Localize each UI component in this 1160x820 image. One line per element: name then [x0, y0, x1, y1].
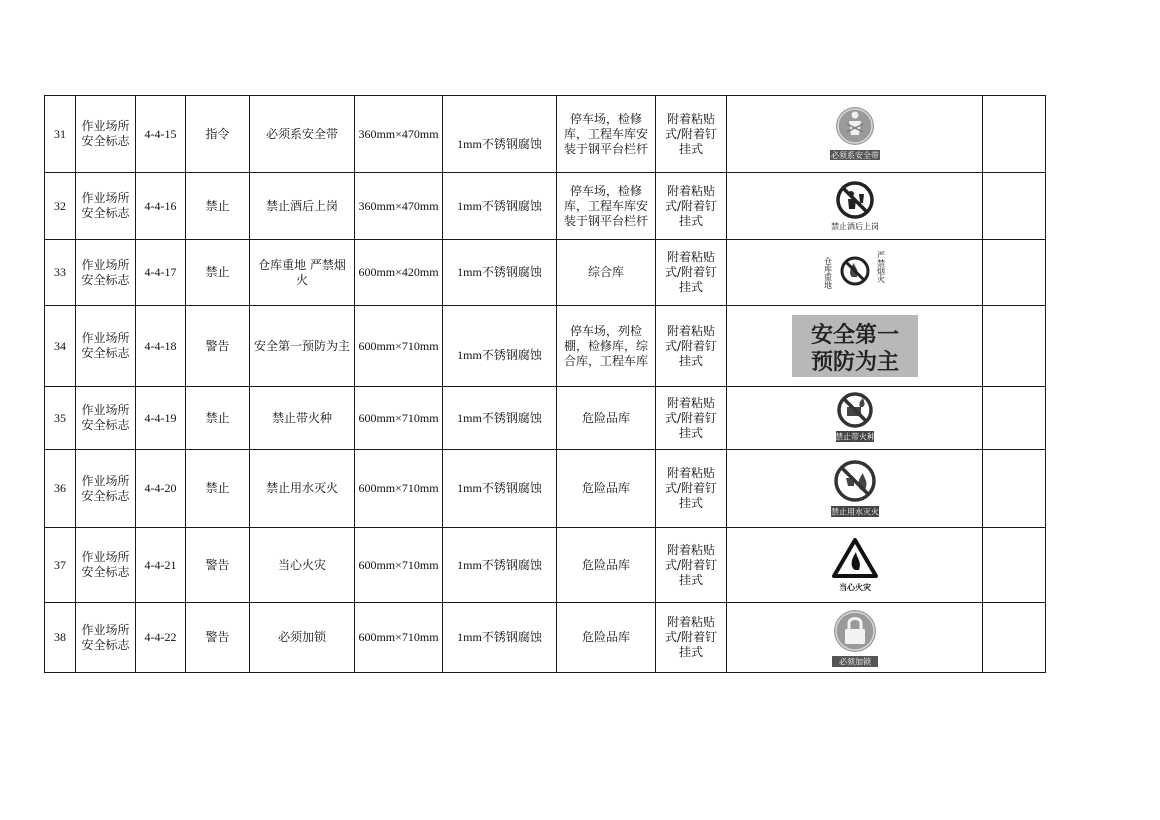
sign-image-cell	[727, 387, 983, 450]
remark-cell	[983, 240, 1046, 306]
table-row	[45, 387, 1046, 450]
sign-size: 600mm×420mm	[355, 240, 443, 306]
sign-image-cell	[727, 306, 983, 387]
sign-size: 600mm×710mm	[355, 528, 443, 603]
row-number: 38	[45, 603, 76, 673]
sign-kind: 禁止	[186, 240, 250, 306]
banner-line-2: 预防为主	[810, 350, 899, 375]
table-row	[45, 240, 1046, 306]
row-number: 32	[45, 173, 76, 240]
sign-size: 600mm×710mm	[355, 603, 443, 673]
sign-kind: 禁止	[186, 450, 250, 528]
sign-size: 360mm×470mm	[355, 96, 443, 173]
sign-right-text: 严禁烟火	[876, 250, 885, 283]
sign-code: 4-4-18	[136, 306, 186, 387]
mandatory-safety-belt-icon	[820, 102, 890, 166]
sign-material: 1mm不锈钢腐蚀	[443, 240, 557, 306]
table-row	[45, 528, 1046, 603]
sign-image-cell	[727, 96, 983, 173]
sign-material: 1mm不锈钢腐蚀	[443, 173, 557, 240]
sign-name: 禁止带火种	[250, 387, 355, 450]
sign-caption: 禁止带火种	[834, 432, 875, 442]
sign-category: 作业场所安全标志	[76, 240, 136, 306]
sign-image-cell	[727, 528, 983, 603]
no-drinking-on-duty-icon	[820, 176, 890, 236]
mandatory-lock-icon	[820, 605, 890, 671]
sign-name: 禁止酒后上岗	[250, 173, 355, 240]
sign-material: 1mm不锈钢腐蚀	[443, 603, 557, 673]
remark-cell	[983, 450, 1046, 528]
install-location: 危险品库	[557, 450, 656, 528]
sign-left-text: 仓库重地	[823, 256, 832, 289]
install-location: 综合库	[557, 240, 656, 306]
sign-material: 1mm不锈钢腐蚀	[443, 387, 557, 450]
sign-size: 600mm×710mm	[355, 387, 443, 450]
remark-cell	[983, 603, 1046, 673]
row-number: 35	[45, 387, 76, 450]
safety-first-banner	[790, 313, 920, 379]
sign-caption: 禁止用水灭火	[830, 507, 879, 516]
sign-material: 1mm不锈钢腐蚀	[443, 96, 557, 173]
sign-name: 当心火灾	[250, 528, 355, 603]
sign-kind: 指令	[186, 96, 250, 173]
sign-kind: 警告	[186, 306, 250, 387]
table-row	[45, 603, 1046, 673]
remark-cell	[983, 306, 1046, 387]
sign-category: 作业场所安全标志	[76, 528, 136, 603]
sign-caption: 当心火灾	[838, 583, 871, 592]
caution-fire-icon	[820, 534, 890, 596]
sign-kind: 禁止	[186, 387, 250, 450]
table-row	[45, 96, 1046, 173]
sign-code: 4-4-22	[136, 603, 186, 673]
remark-cell	[983, 173, 1046, 240]
remark-cell	[983, 387, 1046, 450]
install-location: 停车场，列检棚，检修库，综合库，工程车库	[557, 306, 656, 387]
no-water-extinguish-icon	[820, 456, 890, 522]
sign-code: 4-4-17	[136, 240, 186, 306]
sign-name: 仓库重地 严禁烟火	[250, 240, 355, 306]
sign-code: 4-4-15	[136, 96, 186, 173]
sign-size: 360mm×470mm	[355, 173, 443, 240]
sign-code: 4-4-20	[136, 450, 186, 528]
sign-code: 4-4-21	[136, 528, 186, 603]
sign-size: 600mm×710mm	[355, 450, 443, 528]
install-method: 附着粘贴式/附着钉挂式	[656, 240, 727, 306]
row-number: 31	[45, 96, 76, 173]
remark-cell	[983, 96, 1046, 173]
install-location: 停车场，检修库，工程车库安装于钢平台栏杆	[557, 96, 656, 173]
sign-kind: 警告	[186, 603, 250, 673]
sign-kind: 警告	[186, 528, 250, 603]
sign-name: 禁止用水灭火	[250, 450, 355, 528]
table-row	[45, 306, 1046, 387]
sign-image-cell	[727, 173, 983, 240]
install-location: 危险品库	[557, 528, 656, 603]
sign-category: 作业场所安全标志	[76, 96, 136, 173]
install-method: 附着粘贴式/附着钉挂式	[656, 450, 727, 528]
sign-name: 安全第一预防为主	[250, 306, 355, 387]
row-number: 36	[45, 450, 76, 528]
sign-category: 作业场所安全标志	[76, 603, 136, 673]
sign-category: 作业场所安全标志	[76, 306, 136, 387]
sign-code: 4-4-16	[136, 173, 186, 240]
sign-category: 作业场所安全标志	[76, 450, 136, 528]
banner-line-1: 安全第一	[810, 323, 899, 348]
sign-material: 1mm不锈钢腐蚀	[443, 450, 557, 528]
install-method: 附着粘贴式/附着钉挂式	[656, 306, 727, 387]
row-number: 37	[45, 528, 76, 603]
sign-name: 必须加锁	[250, 603, 355, 673]
no-kindling-icon	[820, 389, 890, 447]
no-fire-warehouse-icon	[810, 245, 900, 301]
sign-caption: 必须加锁	[838, 657, 871, 666]
sign-size: 600mm×710mm	[355, 306, 443, 387]
sign-image-cell	[727, 240, 983, 306]
sign-material: 1mm不锈钢腐蚀	[443, 528, 557, 603]
install-method: 附着粘贴式/附着钉挂式	[656, 528, 727, 603]
install-location: 危险品库	[557, 387, 656, 450]
install-method: 附着粘贴式/附着钉挂式	[656, 173, 727, 240]
sign-kind: 禁止	[186, 173, 250, 240]
remark-cell	[983, 528, 1046, 603]
sign-image-cell	[727, 603, 983, 673]
row-number: 33	[45, 240, 76, 306]
sign-name: 必须系安全带	[250, 96, 355, 173]
sign-category: 作业场所安全标志	[76, 173, 136, 240]
sign-image-cell	[727, 450, 983, 528]
sign-material: 1mm不锈钢腐蚀	[443, 306, 557, 387]
safety-sign-table	[44, 95, 1046, 673]
sign-caption: 禁止酒后上岗	[830, 222, 879, 231]
row-number: 34	[45, 306, 76, 387]
install-method: 附着粘贴式/附着钉挂式	[656, 96, 727, 173]
sign-category: 作业场所安全标志	[76, 387, 136, 450]
install-method: 附着粘贴式/附着钉挂式	[656, 603, 727, 673]
install-method: 附着粘贴式/附着钉挂式	[656, 387, 727, 450]
table-row	[45, 450, 1046, 528]
table-row	[45, 173, 1046, 240]
install-location: 危险品库	[557, 603, 656, 673]
sign-caption: 必须系安全带	[830, 151, 879, 160]
install-location: 停车场，检修库，工程车库安装于钢平台栏杆	[557, 173, 656, 240]
sign-code: 4-4-19	[136, 387, 186, 450]
